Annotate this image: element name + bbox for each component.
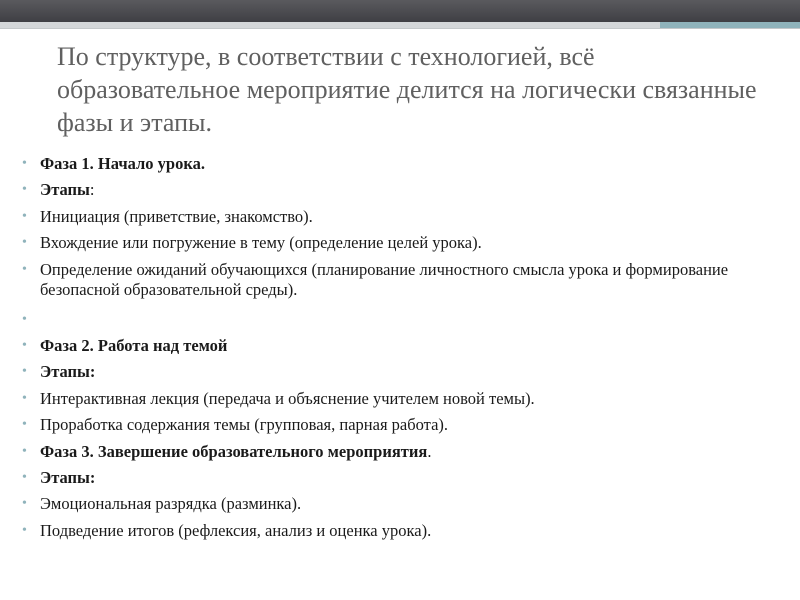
stages-heading: Этапы: xyxy=(40,362,96,382)
list-item xyxy=(22,154,792,174)
list-item-text: Инициация (приветствие, знакомство). xyxy=(40,206,313,226)
bullet-icon: • xyxy=(22,364,27,380)
list-item xyxy=(22,336,792,356)
bullet-icon: • xyxy=(22,496,27,512)
bullet-icon: • xyxy=(22,522,27,538)
bullet-icon: • xyxy=(22,417,27,433)
phase-1-heading: Фаза 1. Начало урока. xyxy=(40,154,205,173)
list-item-text: Проработка содержания темы (групповая, парная работа). xyxy=(40,415,449,435)
list-item-text: Определение ожиданий обучающихся (планирование личностного смысла урока и формирование безопасной образовательной среды). xyxy=(40,259,729,299)
list-item xyxy=(22,468,792,488)
list-item-empty xyxy=(22,310,792,330)
list-item-text: Интерактивная лекция (передача и объяснение учителем новой темы). xyxy=(40,388,535,408)
header-divider xyxy=(0,28,800,29)
list-item xyxy=(22,389,792,409)
stages-heading: Этапы: xyxy=(40,467,96,487)
bullet-icon: • xyxy=(22,443,27,459)
bullet-icon: • xyxy=(22,311,27,327)
list-item xyxy=(22,207,792,227)
list-item xyxy=(22,233,792,253)
list-item-text: Подведение итогов (рефлексия, анализ и оценка урока). xyxy=(40,520,432,540)
list-item xyxy=(22,415,792,435)
list-item-text: Эмоциональная разрядка (разминка). xyxy=(40,494,302,514)
list-item xyxy=(22,442,792,462)
list-item xyxy=(22,494,792,514)
list-item xyxy=(22,180,792,200)
slide-title: По структуре, в соответствии с технологией, всё образовательное мероприятие делится на логически связанные фазы и этапы. xyxy=(57,42,757,137)
list-item-text: Вхождение или погружение в тему (определение целей урока). xyxy=(40,233,482,253)
bullet-icon: • xyxy=(22,182,27,198)
list-item-text: : xyxy=(89,180,95,200)
list-item xyxy=(22,362,792,382)
bullet-list xyxy=(22,154,792,547)
bullet-icon: • xyxy=(22,469,27,485)
bullet-icon: • xyxy=(22,208,27,224)
bullet-icon: • xyxy=(22,390,27,406)
bullet-icon: • xyxy=(22,235,27,251)
phase-2-heading: Фаза 2. Работа над темой xyxy=(40,335,228,355)
bullet-icon: • xyxy=(22,156,27,171)
list-item xyxy=(22,521,792,541)
bullet-icon: • xyxy=(22,337,27,353)
list-item xyxy=(22,260,792,300)
header-bar xyxy=(0,0,800,22)
phase-3-heading: Фаза 3. Завершение образовательного мероприятия xyxy=(40,441,428,461)
stages-heading: Этапы xyxy=(40,180,90,200)
bullet-icon: • xyxy=(22,261,27,277)
list-item-text: . xyxy=(427,441,432,461)
